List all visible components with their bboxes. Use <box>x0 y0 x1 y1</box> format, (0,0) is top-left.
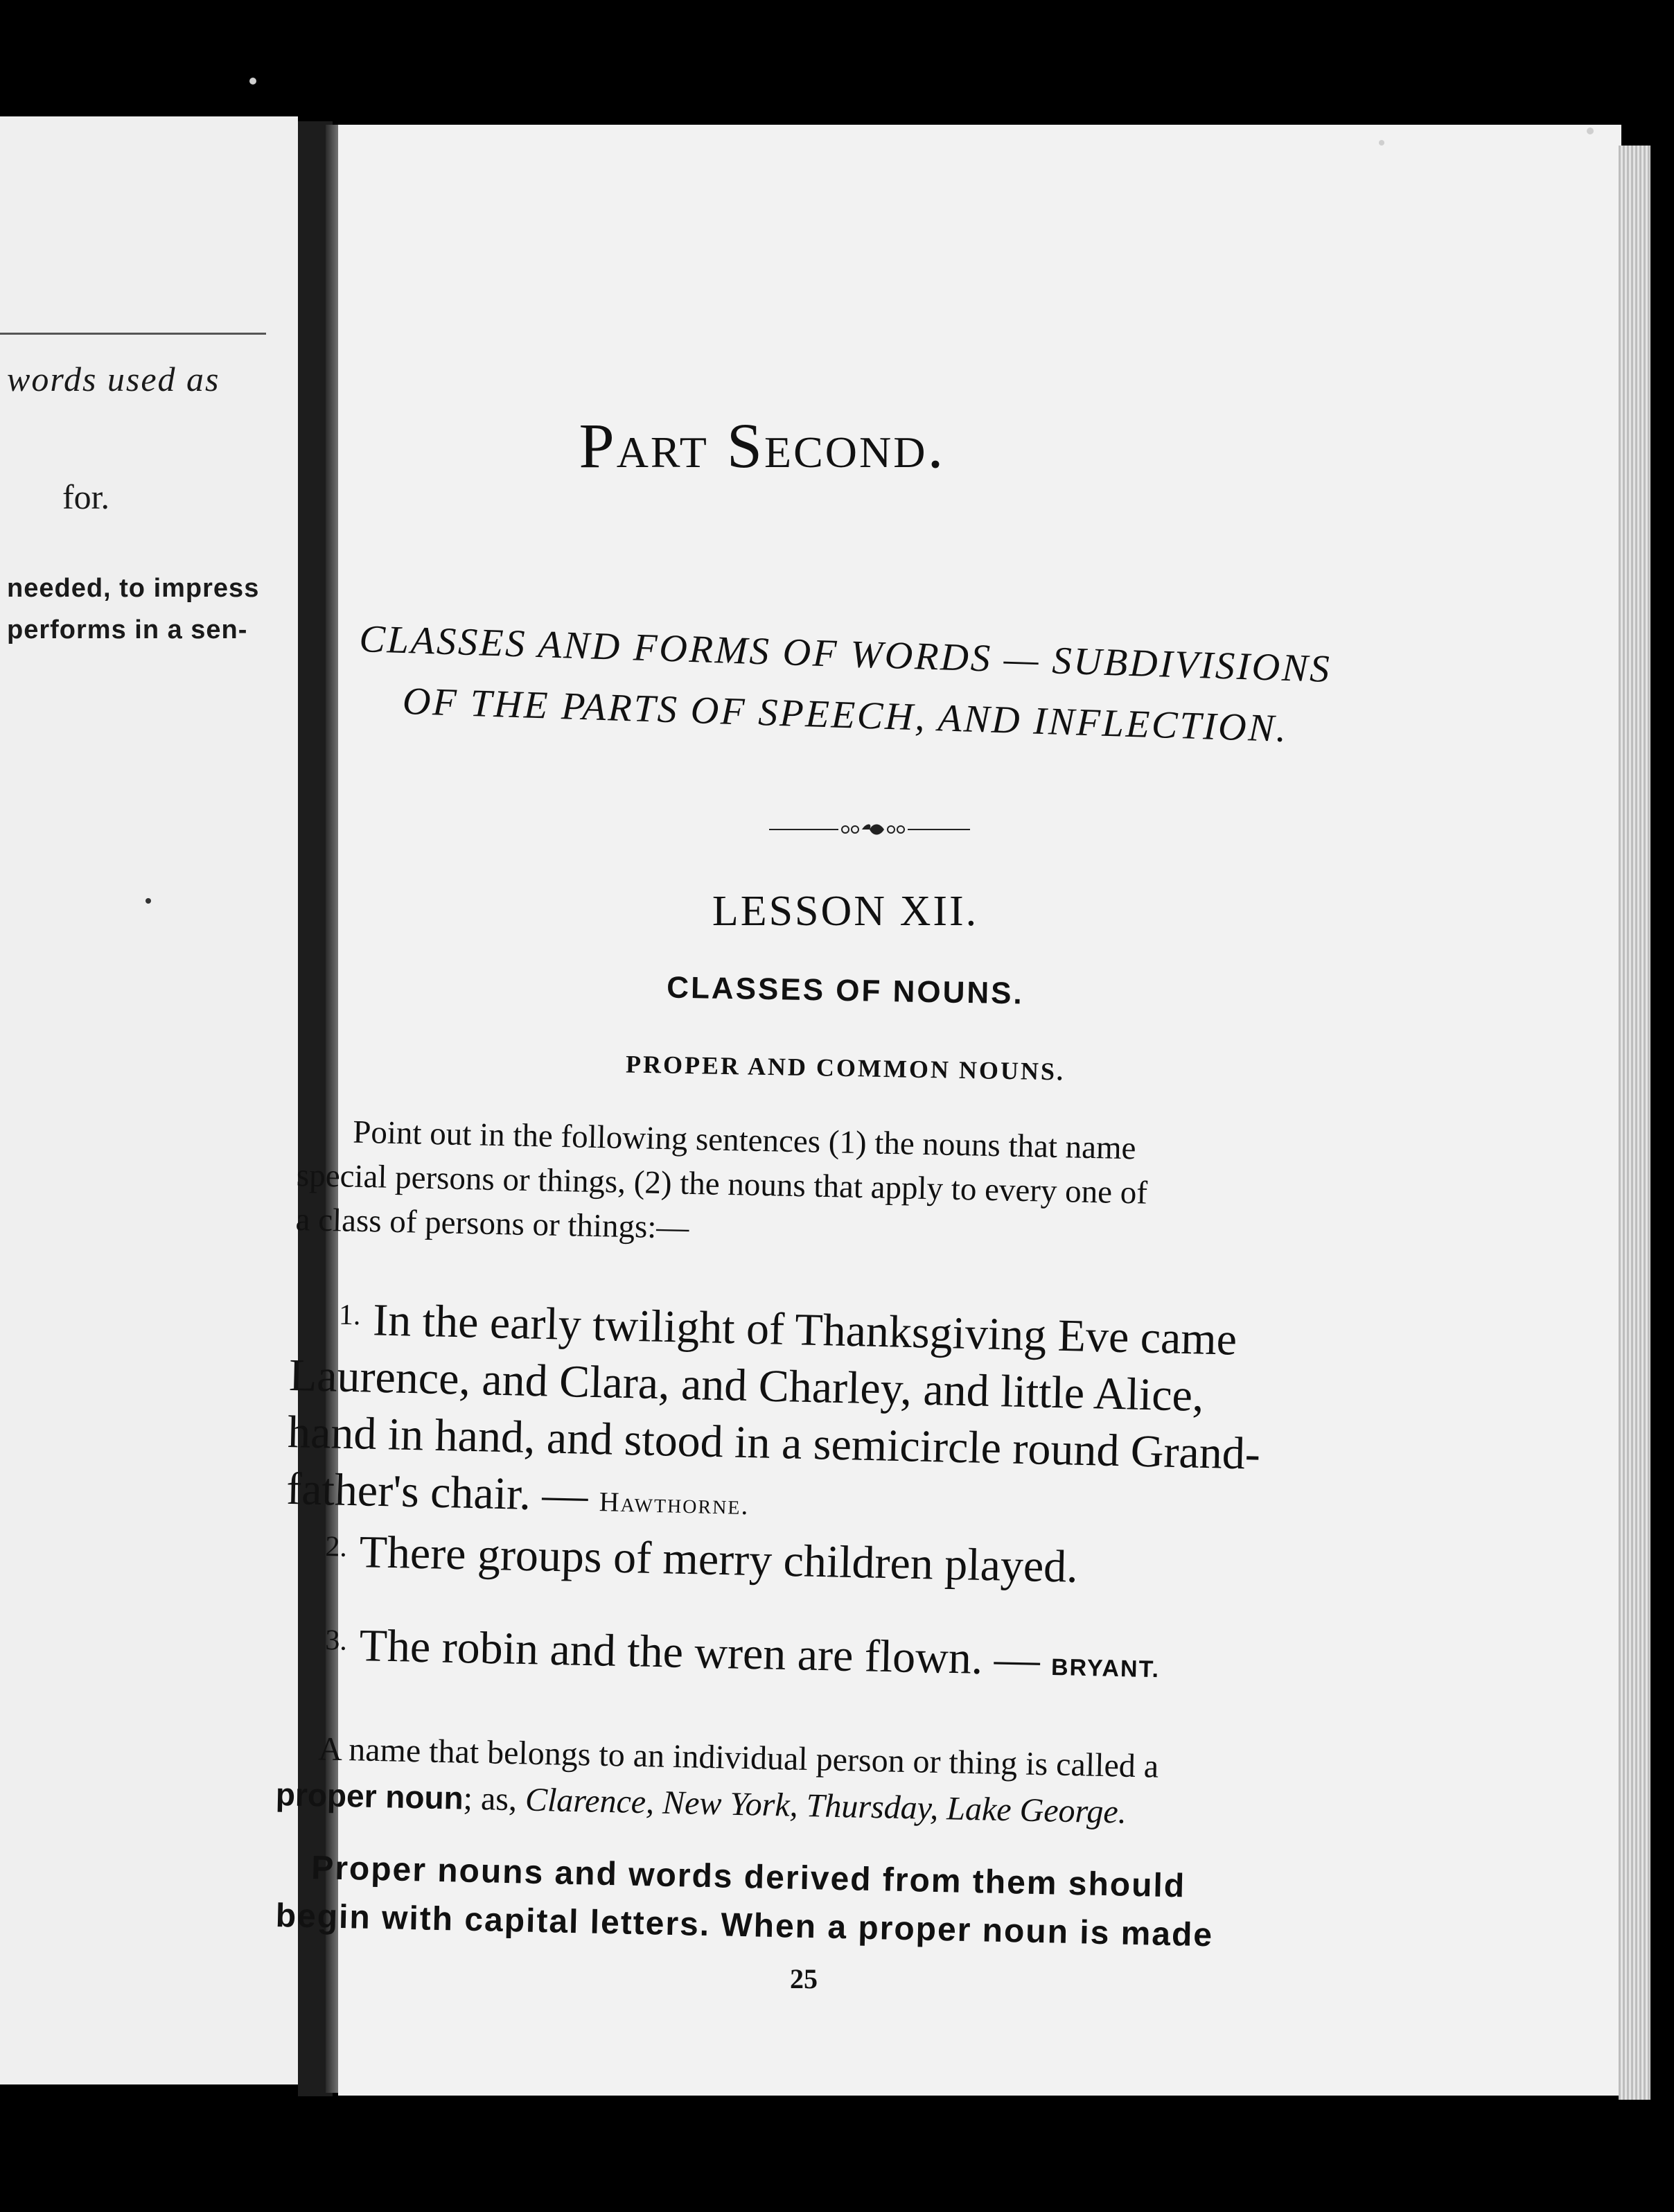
intro-line: a class of persons or things:— <box>295 1201 689 1246</box>
definition-connector: ; as, <box>463 1780 518 1818</box>
example-author: Hawthorne. <box>599 1485 750 1520</box>
example-number: 1. <box>338 1299 362 1332</box>
example-text: Laurence, and Clara, and Charley, and little Alice, <box>288 1349 1205 1421</box>
left-page-line: for. <box>62 477 110 516</box>
left-page-rule <box>0 333 266 335</box>
ink-speck <box>1379 140 1384 146</box>
definition-examples: Clarence, New York, Thursday, Lake George. <box>525 1781 1127 1831</box>
ink-speck <box>1587 128 1594 134</box>
lesson-heading: CLASSES OF NOUNS. <box>666 970 1025 1011</box>
part-subtitle-line: OF THE PARTS OF SPEECH, AND INFLECTION. <box>402 679 1289 751</box>
example-text: hand in hand, and stood in a semicircle round Grand- <box>287 1406 1261 1480</box>
example-text: There groups of merry children played. <box>358 1527 1079 1592</box>
part-title: Part Second. <box>579 410 946 481</box>
ornament-divider <box>769 821 970 838</box>
page-number: 25 <box>790 1963 818 1994</box>
page-edge-stack <box>1619 146 1650 2100</box>
left-page-line: performs in a sen- <box>7 615 248 644</box>
lesson-subheading: PROPER AND COMMON NOUNS. <box>625 1050 1066 1086</box>
example-text: The robin and the wren are flown. — <box>358 1620 1041 1685</box>
part-subtitle-line: CLASSES AND FORMS OF WORDS — SUBDIVISIONS <box>358 617 1332 692</box>
intro-line: special persons or things, (2) the nouns that apply to every one of <box>296 1157 1148 1211</box>
defined-term: proper noun <box>275 1775 464 1816</box>
rule-line: begin with capital letters. When a proper noun is made <box>275 1897 1214 1954</box>
example-1 <box>285 1285 1413 1548</box>
intro-paragraph <box>295 1109 1400 1265</box>
definition-line: A name that belongs to an individual person or thing is called a <box>317 1730 1159 1785</box>
example-author: BRYANT. <box>1050 1653 1161 1683</box>
example-number: 3. <box>324 1624 348 1658</box>
intro-line: Point out in the following sentences (1) the nouns that name <box>352 1114 1137 1167</box>
example-number: 2. <box>324 1531 348 1564</box>
example-text: father's chair. — <box>285 1463 589 1521</box>
example-text: In the early twilight of Thanksgiving Eve came <box>372 1294 1237 1365</box>
lesson-title: LESSON XII. <box>712 888 979 935</box>
ink-speck <box>249 78 256 85</box>
rule-line: Proper nouns and words derived from them should <box>310 1850 1186 1905</box>
left-page-line: words used as <box>7 360 220 398</box>
left-page-line: needed, to impress <box>7 574 260 603</box>
